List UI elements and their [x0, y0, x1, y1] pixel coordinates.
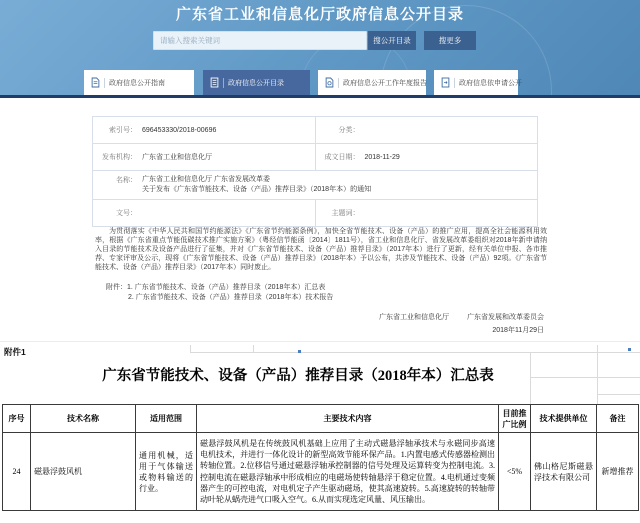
- metadata-row: [93, 144, 537, 171]
- attachment-line: [106, 283, 333, 293]
- col-header-tech-name: 技术名称: [31, 405, 136, 433]
- signer-1: 广东省工业和信息化厅: [379, 314, 449, 321]
- meta-date-value: 2018-11-29: [364, 153, 400, 161]
- tab-label: 政府信息公开工作年度报告: [343, 79, 427, 87]
- tab-label: 政府信息公开目录: [228, 79, 284, 87]
- meta-name-label: 名称：: [116, 177, 137, 184]
- page-title: 广东省工业和信息化厅政府信息公开目录: [175, 6, 464, 23]
- meta-subject: [316, 200, 538, 226]
- col-header-seq: 序号: [3, 405, 31, 433]
- meta-name-line2: 关于发布《广东省节能技术、设备（产品）推荐目录》（2018年本）的通知: [142, 185, 372, 193]
- selection-handle-dot: [298, 350, 301, 353]
- meta-publisher: [93, 144, 316, 170]
- table-row: [3, 433, 639, 511]
- meta-category-label: 分类：: [338, 127, 360, 134]
- col-header-remark: 备注: [597, 405, 639, 433]
- meta-index-value: 696453330/2018-00696: [142, 126, 217, 134]
- col-header-content: 主要技术内容: [197, 405, 499, 433]
- tab-bar: [0, 70, 640, 95]
- meta-subject-label: 主题词：: [331, 210, 360, 217]
- tab-application-disclosure[interactable]: [434, 70, 522, 95]
- sign-date: 2018年11月29日: [492, 327, 544, 334]
- grid-line: [597, 345, 598, 404]
- section-divider: [0, 341, 640, 342]
- metadata-row: [93, 117, 537, 144]
- tab-label: 政府信息依申请公开: [459, 79, 522, 87]
- page-header: [0, 0, 640, 98]
- tab-separator: [454, 78, 455, 88]
- table-header-row: [3, 405, 639, 433]
- tab-disclosure-catalog[interactable]: [203, 70, 310, 95]
- metadata-row: [93, 171, 537, 200]
- tab-label: 政府信息公开指南: [109, 79, 165, 87]
- meta-publisher-value: 广东省工业和信息化厅: [142, 154, 212, 161]
- col-header-provider: 技术提供单位: [531, 405, 597, 433]
- application-doc-icon: [441, 77, 450, 88]
- signature-block: [379, 311, 544, 337]
- tab-separator: [223, 78, 224, 88]
- attachment-link-2[interactable]: 2. 广东省节能技术、设备（产品）推荐目录（2018年本）技术报告: [128, 294, 334, 301]
- meta-date: [316, 144, 538, 170]
- annex-label: 附件1: [4, 347, 26, 357]
- attachment-link-1[interactable]: 1. 广东省节能技术、设备（产品）推荐目录（2018年本）汇总表: [127, 284, 326, 291]
- meta-date-label: 成文日期：: [324, 154, 360, 161]
- meta-category: [316, 117, 538, 143]
- meta-index-label: 索引号：: [109, 127, 137, 134]
- attachments-block: [106, 283, 333, 303]
- col-header-scope: 适用范围: [136, 405, 197, 433]
- annex-title: 广东省节能技术、设备（产品）推荐目录（2018年本）汇总表: [102, 368, 494, 384]
- attachments-label: 附件：: [106, 284, 127, 291]
- cell-scope: 通用机械，适用于气体输送或物料输送的行业。: [136, 433, 197, 511]
- annex-table: [2, 404, 639, 511]
- tab-disclosure-guide[interactable]: [84, 70, 194, 95]
- cell-tech-name: 磁悬浮鼓风机: [31, 433, 136, 511]
- report-doc-icon: [325, 77, 334, 88]
- cell-content: 磁悬浮鼓风机是在传统鼓风机基础上应用了主动式磁悬浮轴承技术与永磁同步高速电机技术，并进行一体化设计的新型高效节能环保产品。1.内置电感式传感器检测出转轴位置。2.位移信号通过磁悬浮轴承控制器的信号处理及运算转变为控制电流。3.控制电流在磁悬浮轴承中形成相应的电磁场使转轴悬浮于稳定位置。4.电机通过变频器产生的可控电流，对电机定子产生驱动磁场，使其高速旋转。5.高速旋转的转轴带动叶轮从蜗壳进气口吸入空气。6.从而实现选定风量、风压输出。: [197, 433, 499, 511]
- cell-seq: 24: [3, 433, 31, 511]
- meta-doc-no-label: 文号：: [116, 210, 137, 217]
- cell-remark: 新增推荐: [597, 433, 639, 511]
- cell-ratio: <5%: [499, 433, 531, 511]
- meta-name-value: [142, 175, 371, 194]
- search-input[interactable]: [153, 31, 367, 50]
- col-header-ratio: 目前推广比例: [499, 405, 531, 433]
- selection-handle-dot: [628, 348, 631, 351]
- signer-2: 广东省发展和改革委员会: [467, 314, 544, 321]
- notice-body: 为贯彻落实《中华人民共和国节约能源法》《广东省节约能源条例》，加快全省节能技术、设备（产品）的推广应用，提高全社会能源利用效率，根据《广东省重点节能低碳技术推广实施方案》（粤经信节能函〔2014〕1811号），省工业和信息化厅、省发展改革委组织对2018年新申请纳入目录的节能技术及设备产品进行了征集，并对《广东省节能技术、设备（产品）推荐目录》（2017年本）进行了更新，经有关单位申报、各市推荐、专家评审及公示，现将《广东省节能技术、设备（产品）推荐目录》（2018年本）予以公布，共涉及节能技术、设备（产品）92项。《广东省节能技术、设备（产品）推荐目录》（2017年本）同时废止。: [95, 228, 547, 271]
- grid-line: [190, 352, 640, 353]
- guide-doc-icon: [91, 77, 100, 88]
- meta-publisher-label: 发布机构：: [102, 154, 137, 161]
- metadata-row: [93, 200, 537, 226]
- meta-index: [93, 117, 316, 143]
- grid-line: [597, 394, 640, 395]
- cell-provider: 佛山格尼斯磁悬浮技术有限公司: [531, 433, 597, 511]
- meta-name-line1: 广东省工业和信息化厅 广东省发展改革委: [142, 176, 270, 183]
- meta-name: [93, 171, 537, 199]
- signers: [379, 311, 544, 324]
- tab-separator: [338, 78, 339, 88]
- catalog-doc-icon: [210, 77, 219, 88]
- metadata-table: [92, 116, 538, 227]
- meta-doc-no: [93, 200, 316, 226]
- search-catalog-button[interactable]: 搜公开目录: [368, 31, 416, 50]
- tab-separator: [104, 78, 105, 88]
- tabs-underline: [0, 95, 640, 98]
- tab-annual-report[interactable]: [318, 70, 426, 95]
- search-more-button[interactable]: 搜更多: [424, 31, 476, 50]
